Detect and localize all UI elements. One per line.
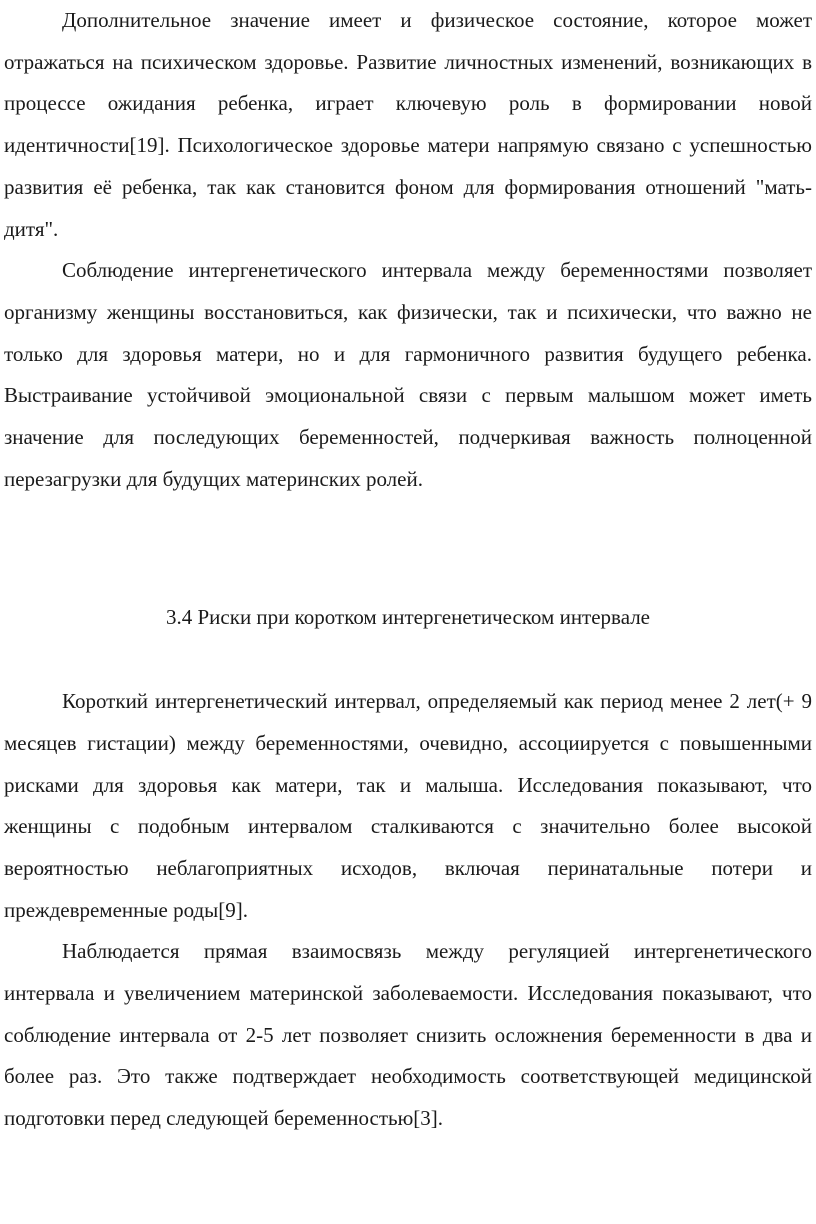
paragraph-interval-morbidity: Наблюдается прямая взаимосвязь между регуляцией интергенетического интервала и увеличением материнской заболеваемости. Исследования показывают, что соблюдение интервала от 2-5 лет позволяет снизить осложнения беременности в два и более раз. Это также подтверждает необходимость соответствующей медицинской подготовки перед следующей беременностью[3]. xyxy=(4,939,812,1131)
paragraph-interval-recovery: Соблюдение интергенетического интервала между беременностями позволяет организму женщины восстановиться, как физически, так и психически, что важно не только для здоровья матери, но и для гармоничного развития будущего ребенка. Выстраивание устойчивой эмоциональной связи с первым малышом может иметь значение для последующих беременностей, подчеркивая важность полноценной перезагрузки для будущих материнских ролей. xyxy=(4,258,812,491)
paragraph-short-interval-risks: Короткий интергенетический интервал, определяемый как период менее 2 лет(+ 9 месяцев гистации) между беременностями, очевидно, ассоциируется с повышенными рисками для здоровья как матери, так и малыша. Исследования показывают, что женщины с подобным интервалом сталкиваются с значительно более высокой вероятностью неблагоприятных исходов, включая перинатальные потери и преждевременные роды[9]. xyxy=(4,689,812,922)
section-heading: 3.4 Риски при коротком интергенетическом интервале xyxy=(166,605,650,630)
paragraph-physical-state: Дополнительное значение имеет и физическое состояние, которое может отражаться на психическом здоровье. Развитие личностных изменений, возникающих в процессе ожидания ребенка, играет ключевую роль в формировании новой идентичности[19]. Психологическое здоровье матери напрямую связано с успешностью развития её ребенка, так как становится фоном для формирования отношений "мать-дитя". xyxy=(4,8,812,241)
spacer xyxy=(4,500,812,597)
spacer xyxy=(4,639,812,681)
